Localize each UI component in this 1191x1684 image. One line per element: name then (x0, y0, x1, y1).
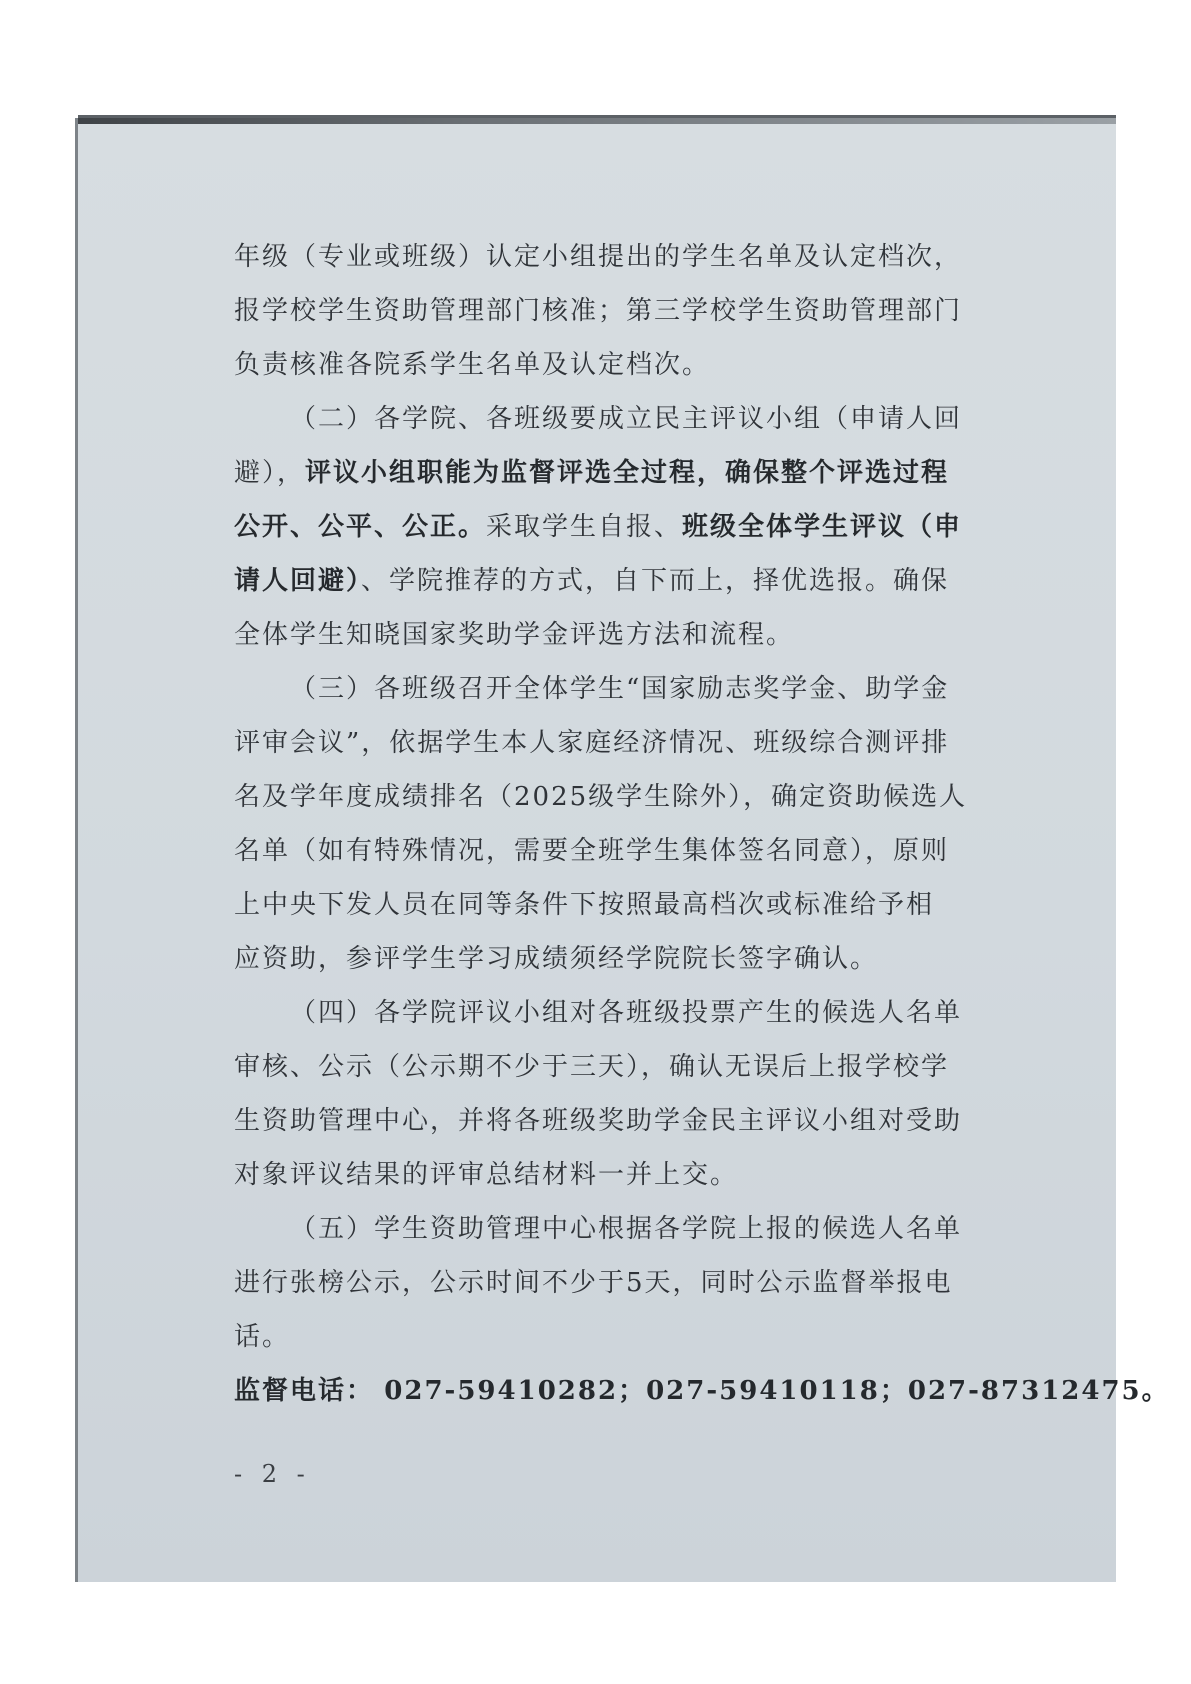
text-line (234, 554, 952, 608)
bold-text: 评议小组职能为监督评选全过程，确保整个评选过程 (305, 458, 950, 488)
text-line: 报学校学生资助管理部门核准；第三学校学生资助管理部门 (234, 296, 963, 326)
paragraph-3 (234, 662, 968, 986)
phone-label: 监督电话： (234, 1376, 375, 1406)
paragraph-1 (234, 230, 963, 392)
text-span: 避）， (234, 458, 306, 488)
text-line: （五）学生资助管理中心根据各学院上报的候选人名单 (290, 1214, 963, 1244)
text-line: 对象评议结果的评审总结材料一并上交。 (234, 1160, 739, 1190)
text-line: 应资助，参评学生学习成绩须经学院院长签字确认。 (234, 944, 879, 974)
text-line: 负责核准各院系学生名单及认定档次。 (234, 350, 711, 380)
text-line: 名及学年度成绩排名（2025级学生除外），确定资助候选人 (234, 782, 968, 812)
text-line: 全体学生知晓国家奖助学金评选方法和流程。 (234, 620, 795, 650)
bold-text: 公开、公平、公正。 (234, 512, 487, 542)
paragraph-2 (234, 392, 963, 662)
text-span: 采取学生自报、 (486, 512, 683, 542)
text-line: （二）各学院、各班级要成立民主评议小组（申请人回 (290, 404, 963, 434)
text-line: 话。 (234, 1322, 291, 1352)
page-number: - 2 - (234, 1460, 311, 1488)
text-line: （四）各学院评议小组对各班级投票产生的候选人名单 (290, 998, 963, 1028)
text-line: 年级（专业或班级）认定小组提出的学生名单及认定档次， (234, 242, 963, 272)
text-line: 名单（如有特殊情况，需要全班学生集体签名同意），原则 (234, 836, 950, 866)
text-line: 审核、公示（公示期不少于三天），确认无误后上报学校学 (234, 1052, 950, 1082)
paragraph-5 (234, 1202, 963, 1364)
text-line: 生资助管理中心，并将各班级奖助学金民主评议小组对受助 (234, 1106, 963, 1136)
text-span: 、学院推荐的方式，自下而上，择优选报。确保 (361, 566, 950, 596)
bold-text: 班级全体学生评议（申 (682, 512, 963, 542)
document-body (234, 230, 1170, 1418)
text-line (234, 500, 963, 554)
bold-text: 请人回避） (234, 566, 362, 596)
paragraph-4 (234, 986, 963, 1202)
supervision-phone-line (234, 1364, 1170, 1418)
paper-sheet (78, 118, 1170, 1582)
text-line: 进行张榜公示，公示时间不少于5天，同时公示监督举报电 (234, 1268, 953, 1298)
text-line: （三）各班级召开全体学生“国家励志奖学金、助学金 (290, 674, 950, 704)
text-line: 上中央下发人员在同等条件下按照最高档次或标准给予相 (234, 890, 935, 920)
text-line: 评审会议”，依据学生本人家庭经济情况、班级综合测评排 (234, 728, 950, 758)
phone-numbers: 027-59410282；027-59410118；027-87312475。 (384, 1376, 1170, 1406)
text-line (234, 446, 952, 500)
